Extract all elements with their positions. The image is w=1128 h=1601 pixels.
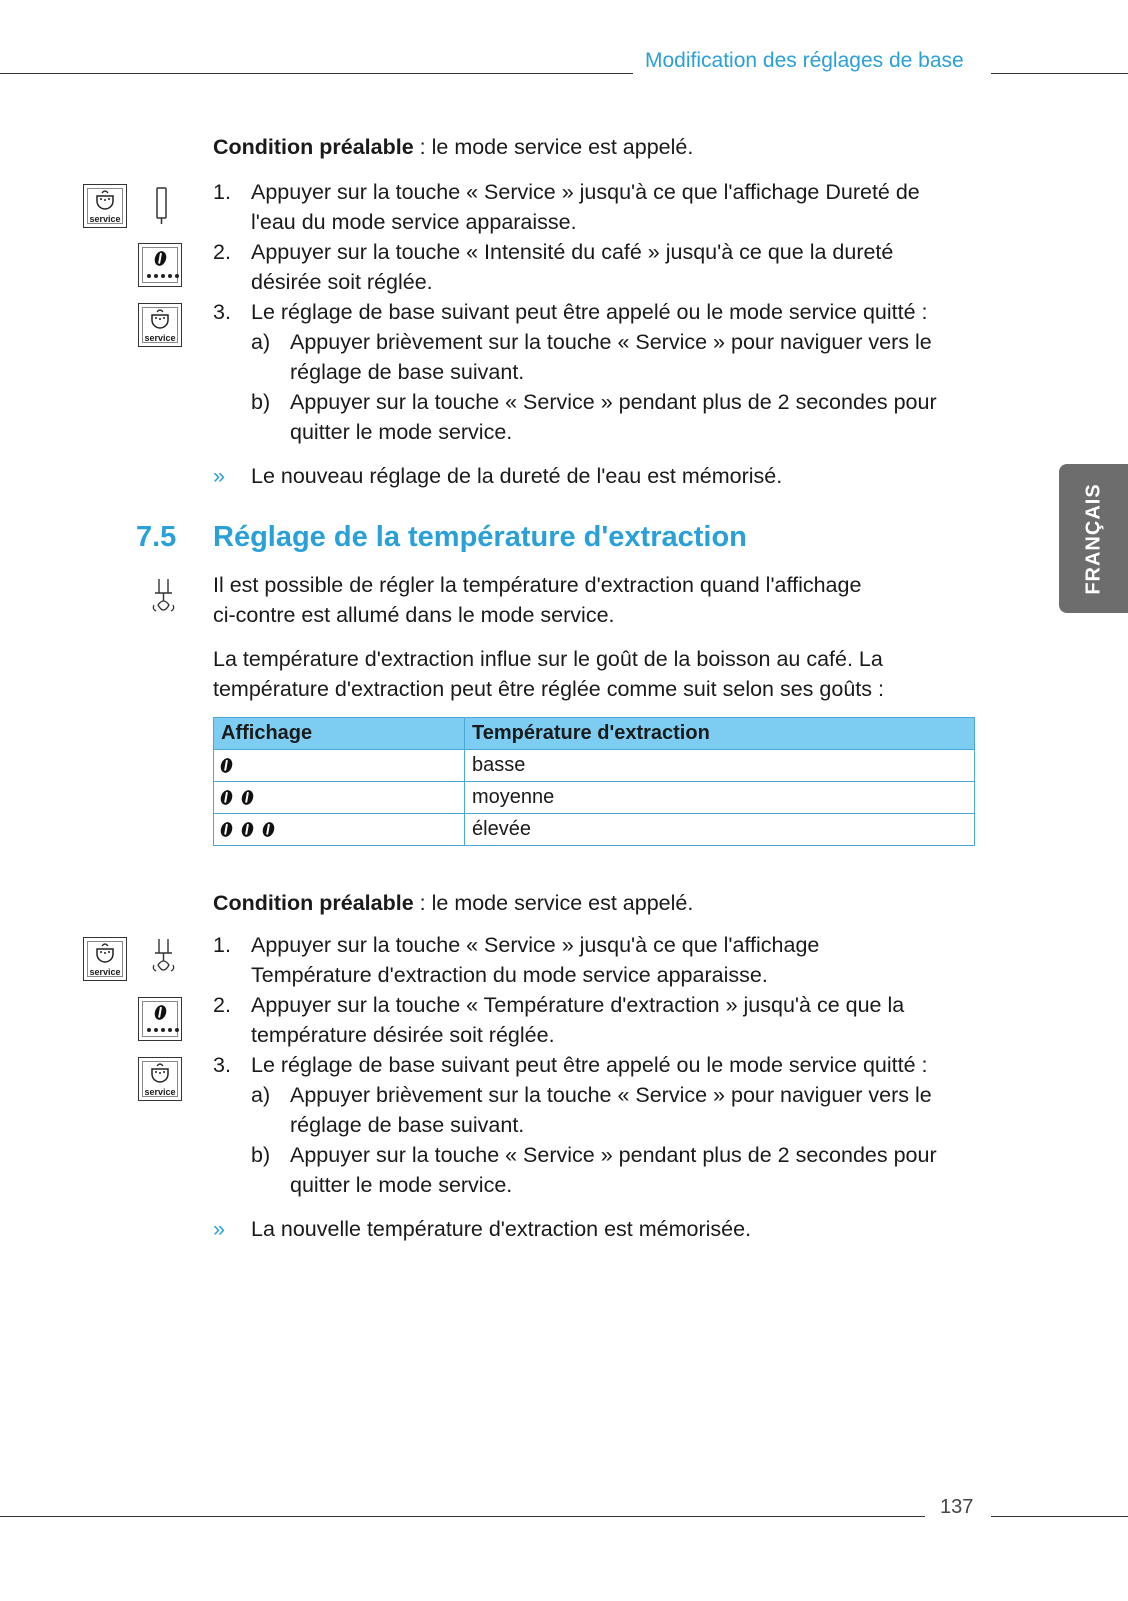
bean-display-1: [214, 750, 465, 782]
service-key-icon: [138, 1057, 182, 1101]
service-key-icon: [83, 184, 127, 228]
substep-line: Appuyer sur la touche « Service » pendant plus de 2 secondes pour: [290, 1143, 937, 1167]
coffee-bean-icon: [219, 789, 234, 807]
step-line: Appuyer sur la touche « Service » jusqu'à ce que l'affichage: [251, 933, 820, 957]
bean-display-3: [214, 814, 465, 846]
language-tab-label: FRANÇAIS: [1082, 482, 1104, 595]
header-title: Modification des réglages de base: [645, 49, 964, 72]
result-text: Le nouveau réglage de la dureté de l'eau est mémorisé.: [251, 464, 783, 488]
result-marker: »: [213, 1217, 225, 1241]
section-para2-line: La température d'extraction influe sur le goût de la boisson au café. La: [213, 647, 883, 671]
coffee-bean-icon: [240, 821, 255, 839]
section-number: 7.5: [136, 521, 177, 553]
table-header-row: [214, 718, 975, 750]
substep-line: réglage de base suivant.: [290, 1113, 525, 1137]
step-line: Le réglage de base suivant peut être appelé ou le mode service quitté :: [251, 1053, 928, 1077]
substep-line: réglage de base suivant.: [290, 360, 525, 384]
step-line: l'eau du mode service apparaisse.: [251, 210, 577, 234]
substep-line: quitter le mode service.: [290, 420, 513, 444]
substep-letter: a): [251, 1083, 271, 1107]
service-key-label: service: [144, 333, 176, 343]
precondition-1: [213, 132, 693, 162]
step-line: Le réglage de base suivant peut être appelé ou le mode service quitté :: [251, 300, 928, 324]
header-rule-right: [991, 73, 1128, 74]
substep-line: quitter le mode service.: [290, 1173, 513, 1197]
coffee-bean-icon: [261, 821, 276, 839]
substep-line: Appuyer sur la touche « Service » pendant plus de 2 secondes pour: [290, 390, 937, 414]
substep-line: Appuyer brièvement sur la touche « Service » pour naviguer vers le: [290, 1083, 932, 1107]
bean-display-2: [214, 782, 465, 814]
section-para2-line: température d'extraction peut être réglée comme suit selon ses goûts :: [213, 677, 884, 701]
coffee-intensity-key-icon: [138, 243, 182, 287]
step-line: désirée soit réglée.: [251, 270, 433, 294]
precondition-2-rest: : le mode service est appelé.: [413, 891, 694, 915]
substep-letter: a): [251, 330, 271, 354]
coffee-bean-icon: [219, 757, 234, 775]
step-line: température désirée soit réglée.: [251, 1023, 555, 1047]
language-tab: [1059, 464, 1128, 613]
table-row: [214, 782, 975, 814]
table-cell-value: basse: [465, 750, 975, 782]
step-line: Appuyer sur la touche « Intensité du café » jusqu'à ce que la dureté: [251, 240, 894, 264]
brewing-temperature-icon: [150, 937, 178, 977]
water-hardness-icon: [154, 186, 170, 226]
step-number: 3.: [213, 300, 231, 324]
service-key-label: service: [89, 967, 121, 977]
service-key-icon: [83, 937, 127, 981]
step-number: 2.: [213, 993, 231, 1017]
table-row: [214, 750, 975, 782]
step-line: Appuyer sur la touche « Température d'extraction » jusqu'à ce que la: [251, 993, 905, 1017]
brewing-temperature-icon: [150, 577, 178, 617]
result-marker: »: [213, 464, 225, 488]
step-number: 1.: [213, 933, 231, 957]
precondition-1-bold: Condition préalable: [213, 135, 414, 159]
footer-rule-right: [991, 1516, 1128, 1517]
section-para1-line: ci-contre est allumé dans le mode service.: [213, 603, 615, 627]
header-rule-left: [0, 73, 633, 74]
step-number: 1.: [213, 180, 231, 204]
substep-letter: b): [251, 1143, 271, 1167]
table-header-temperature: Température d'extraction: [465, 718, 975, 750]
precondition-2: [213, 888, 693, 918]
substep-letter: b): [251, 390, 271, 414]
coffee-intensity-key-icon: [138, 997, 182, 1041]
footer-rule-left: [0, 1516, 925, 1517]
table-cell-value: moyenne: [465, 782, 975, 814]
section-title: Réglage de la température d'extraction: [213, 521, 747, 553]
coffee-bean-icon: [240, 789, 255, 807]
step-number: 3.: [213, 1053, 231, 1077]
table-header-display: Affichage: [214, 718, 465, 750]
precondition-1-rest: : le mode service est appelé.: [413, 135, 694, 159]
coffee-bean-icon: [219, 821, 234, 839]
result-text: La nouvelle température d'extraction est mémorisée.: [251, 1217, 752, 1241]
table-cell-value: élevée: [465, 814, 975, 846]
temperature-table: [213, 717, 975, 846]
precondition-2-bold: Condition préalable: [213, 891, 414, 915]
service-key-label: service: [89, 214, 121, 224]
service-key-icon: [138, 303, 182, 347]
step-line: Appuyer sur la touche « Service » jusqu'à ce que l'affichage Dureté de: [251, 180, 920, 204]
substep-line: Appuyer brièvement sur la touche « Service » pour naviguer vers le: [290, 330, 932, 354]
step-line: Température d'extraction du mode service apparaisse.: [251, 963, 768, 987]
section-para1-line: Il est possible de régler la température d'extraction quand l'affichage: [213, 573, 862, 597]
table-row: [214, 814, 975, 846]
page-number: 137: [940, 1496, 974, 1518]
service-key-label: service: [144, 1087, 176, 1097]
step-number: 2.: [213, 240, 231, 264]
